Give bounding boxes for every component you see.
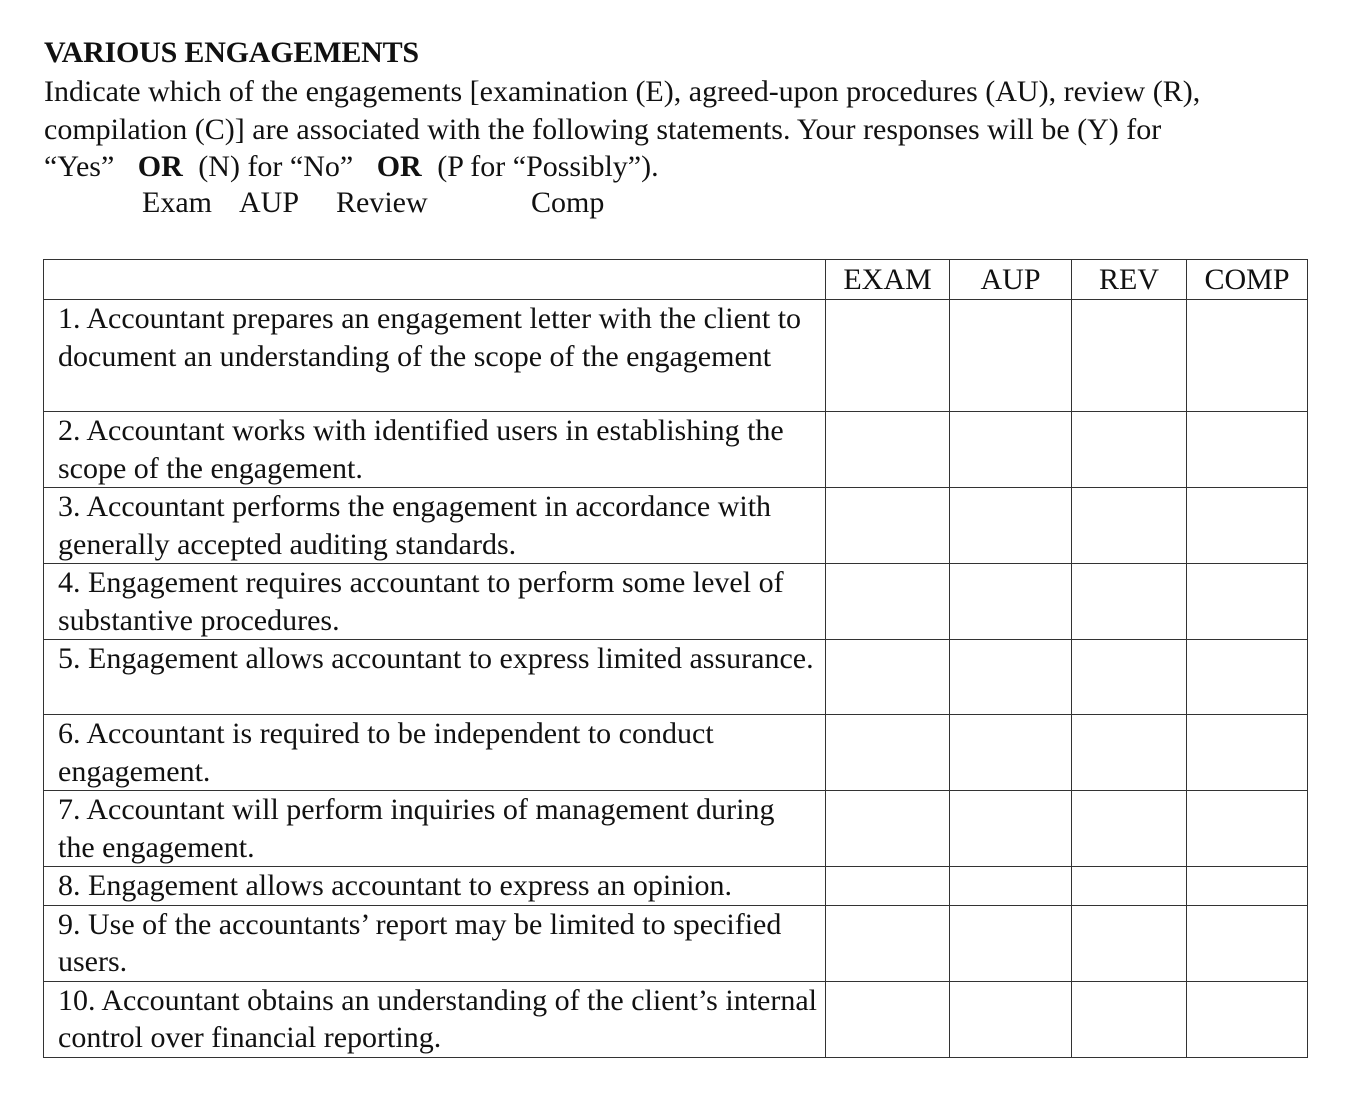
answer-cell-aup[interactable] (950, 867, 1072, 906)
answer-cell-comp[interactable] (1187, 412, 1308, 488)
table-row (44, 715, 1308, 791)
abbrev-review: Review (336, 186, 428, 219)
answer-cell-rev[interactable] (1072, 412, 1187, 488)
answer-cell-aup[interactable] (950, 905, 1072, 981)
answer-cell-comp[interactable] (1187, 640, 1308, 715)
answer-cell-rev[interactable] (1072, 981, 1187, 1057)
instructions-line-3 (44, 148, 1314, 186)
table-row (44, 791, 1308, 867)
answer-cell-comp[interactable] (1187, 905, 1308, 981)
statement-4: 4. Engagement requires accountant to perform some level of substantive procedures. (44, 564, 826, 640)
statement-3: 3. Accountant performs the engagement in accordance with generally accepted auditing standards. (44, 488, 826, 564)
answer-cell-exam[interactable] (826, 905, 950, 981)
statement-10: 10. Accountant obtains an understanding of the client’s internal control over financial reporting. (44, 981, 826, 1057)
answer-cell-rev[interactable] (1072, 564, 1187, 640)
table-row (44, 867, 1308, 906)
answer-cell-exam[interactable] (826, 564, 950, 640)
answer-cell-exam[interactable] (826, 300, 950, 412)
answer-cell-aup[interactable] (950, 488, 1072, 564)
header-aup: AUP (950, 260, 1072, 300)
table-row (44, 300, 1308, 412)
statement-1: 1. Accountant prepares an engagement letter with the client to document an understanding of the scope of the engagement (44, 300, 826, 412)
header-rev: REV (1072, 260, 1187, 300)
statement-2: 2. Accountant works with identified users in establishing the scope of the engagement. (44, 412, 826, 488)
answer-cell-rev[interactable] (1072, 640, 1187, 715)
answer-cell-exam[interactable] (826, 981, 950, 1057)
answer-cell-aup[interactable] (950, 300, 1072, 412)
answer-cell-exam[interactable] (826, 640, 950, 715)
yes-option: “Yes” (44, 150, 115, 183)
answer-cell-rev[interactable] (1072, 791, 1187, 867)
answer-cell-exam[interactable] (826, 488, 950, 564)
engagement-table (43, 259, 1308, 1058)
abbrev-aup: AUP (239, 186, 300, 219)
abbrev-comp: Comp (531, 186, 605, 219)
table-row (44, 488, 1308, 564)
answer-cell-rev[interactable] (1072, 905, 1187, 981)
table-header-row (44, 260, 1308, 300)
table-row (44, 412, 1308, 488)
header-exam: EXAM (826, 260, 950, 300)
answer-cell-exam[interactable] (826, 715, 950, 791)
statement-6: 6. Accountant is required to be independent to conduct engagement. (44, 715, 826, 791)
abbrev-exam: Exam (142, 186, 212, 219)
page-title: VARIOUS ENGAGEMENTS (44, 36, 419, 69)
or-separator-1: OR (137, 150, 183, 183)
possibly-option: (P for “Possibly”). (437, 150, 659, 183)
answer-cell-aup[interactable] (950, 791, 1072, 867)
answer-cell-comp[interactable] (1187, 981, 1308, 1057)
statement-7: 7. Accountant will perform inquiries of management during the engagement. (44, 791, 826, 867)
table-row (44, 640, 1308, 715)
answer-cell-rev[interactable] (1072, 867, 1187, 906)
answer-cell-aup[interactable] (950, 640, 1072, 715)
header-comp: COMP (1187, 260, 1308, 300)
answer-cell-aup[interactable] (950, 412, 1072, 488)
answer-cell-exam[interactable] (826, 791, 950, 867)
statement-8: 8. Engagement allows accountant to express an opinion. (44, 867, 826, 906)
header-statement-cell (44, 260, 826, 300)
answer-cell-aup[interactable] (950, 564, 1072, 640)
instructions (44, 73, 1314, 186)
answer-cell-exam[interactable] (826, 867, 950, 906)
instructions-line-2: compilation (C)] are associated with the following statements. Your responses will be (Y) for (44, 112, 1162, 146)
answer-cell-rev[interactable] (1072, 715, 1187, 791)
statement-9: 9. Use of the accountants’ report may be limited to specified users. (44, 905, 826, 981)
answer-cell-exam[interactable] (826, 412, 950, 488)
instructions-line-1: Indicate which of the engagements [examination (E), agreed-upon procedures (AU), review (R), (44, 75, 1201, 108)
table-row (44, 564, 1308, 640)
answer-cell-comp[interactable] (1187, 715, 1308, 791)
or-separator-2: OR (376, 150, 422, 183)
table-row (44, 905, 1308, 981)
answer-cell-comp[interactable] (1187, 488, 1308, 564)
statement-5: 5. Engagement allows accountant to express limited assurance. (44, 640, 826, 715)
answer-cell-comp[interactable] (1187, 300, 1308, 412)
answer-cell-rev[interactable] (1072, 488, 1187, 564)
no-option: (N) for “No” (198, 150, 354, 183)
answer-cell-aup[interactable] (950, 715, 1072, 791)
answer-cell-rev[interactable] (1072, 300, 1187, 412)
answer-cell-comp[interactable] (1187, 791, 1308, 867)
table-row (44, 981, 1308, 1057)
answer-cell-comp[interactable] (1187, 867, 1308, 906)
answer-cell-comp[interactable] (1187, 564, 1308, 640)
answer-cell-aup[interactable] (950, 981, 1072, 1057)
